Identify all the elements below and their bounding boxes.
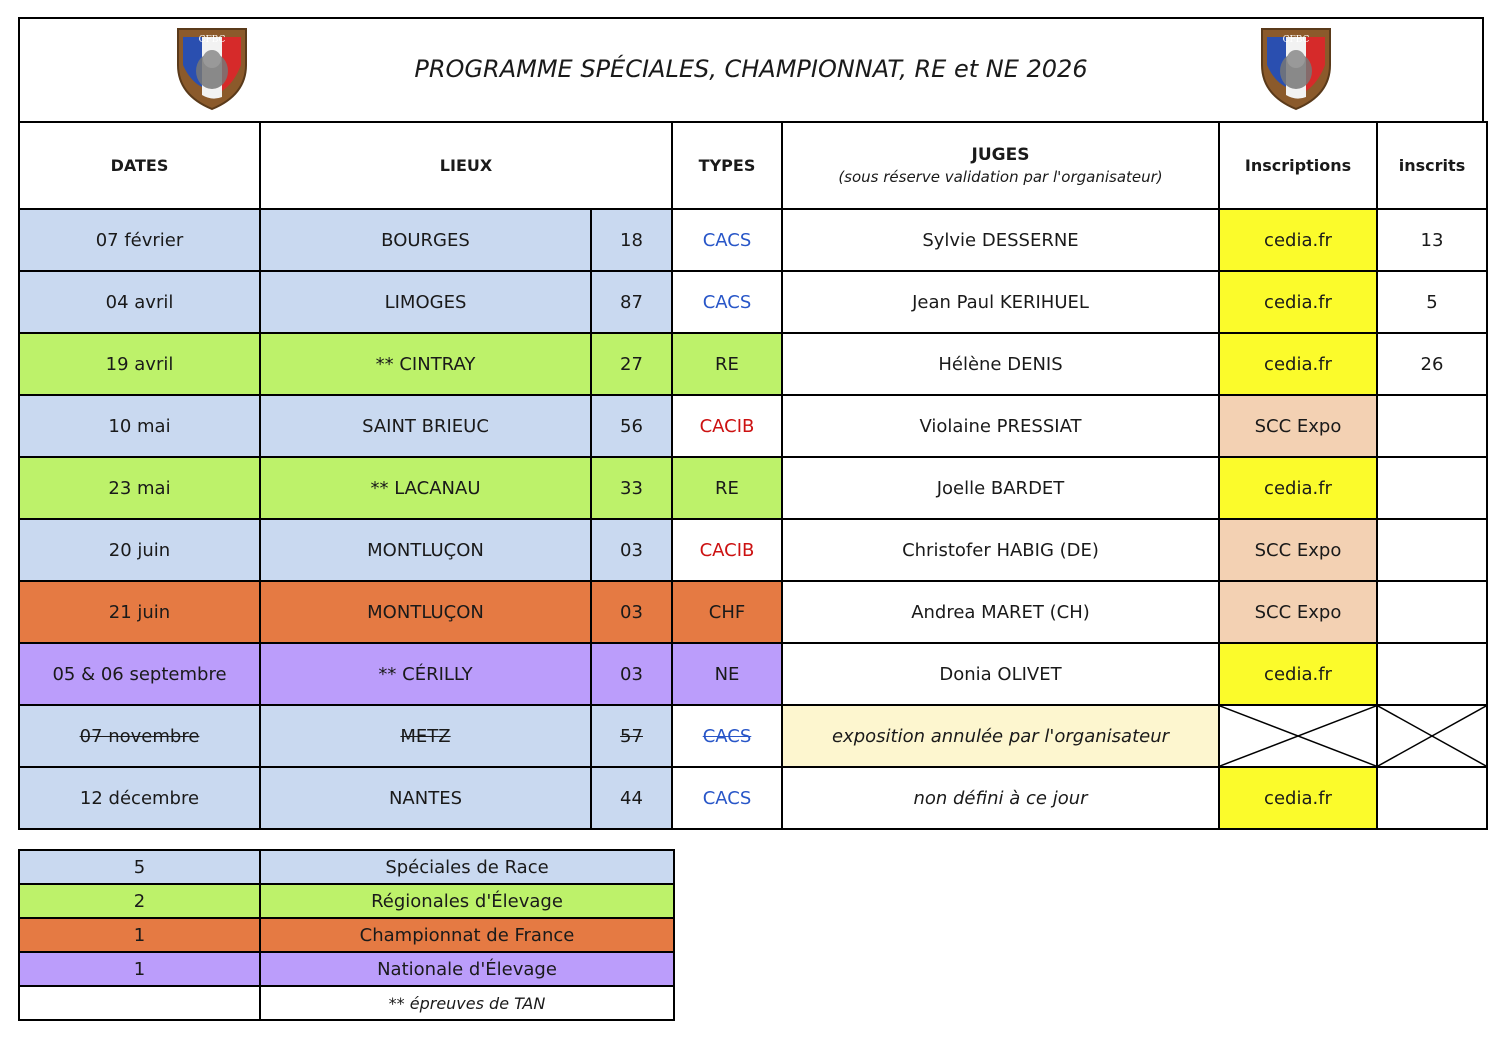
type-cell: CACS — [672, 705, 782, 767]
programme-table — [18, 121, 1488, 830]
legend-label: Championnat de France — [260, 918, 674, 952]
type-cell: CACS — [672, 767, 782, 829]
type-cell: CACS — [672, 209, 782, 271]
inscription-link[interactable]: SCC Expo — [1219, 581, 1377, 643]
legend-count: 5 — [19, 850, 260, 884]
crossed-out-cell — [1219, 705, 1377, 767]
lieu-cell: LIMOGES — [260, 271, 591, 333]
svg-text:CFBC: CFBC — [198, 35, 226, 45]
lieu-cell: BOURGES — [260, 209, 591, 271]
type-cell: CACIB — [672, 519, 782, 581]
cross-mark-icon — [1220, 706, 1376, 766]
legend-row — [19, 986, 674, 1020]
inscrits-cell: 26 — [1377, 333, 1487, 395]
club-crest-logo — [1256, 25, 1336, 111]
date-cell: 10 mai — [19, 395, 260, 457]
table-row — [19, 209, 1487, 271]
dept-cell: 18 — [591, 209, 672, 271]
inscription-link[interactable]: cedia.fr — [1219, 457, 1377, 519]
legend-row — [19, 918, 674, 952]
type-cell: CACIB — [672, 395, 782, 457]
col-header-inscriptions: Inscriptions — [1219, 122, 1377, 209]
dept-cell: 87 — [591, 271, 672, 333]
type-cell: RE — [672, 333, 782, 395]
table-row — [19, 767, 1487, 829]
table-row — [19, 457, 1487, 519]
date-cell: 07 novembre — [19, 705, 260, 767]
legend-count: 2 — [19, 884, 260, 918]
type-cell: CHF — [672, 581, 782, 643]
legend-label: Spéciales de Race — [260, 850, 674, 884]
juge-cell: Christofer HABIG (DE) — [782, 519, 1219, 581]
dept-cell: 44 — [591, 767, 672, 829]
lieu-cell: ** CÉRILLY — [260, 643, 591, 705]
juge-cell: Hélène DENIS — [782, 333, 1219, 395]
col-header-lieux: LIEUX — [260, 122, 672, 209]
table-row — [19, 519, 1487, 581]
inscrits-cell: 13 — [1377, 209, 1487, 271]
dept-cell: 03 — [591, 643, 672, 705]
dept-cell: 56 — [591, 395, 672, 457]
lieu-cell: ** CINTRAY — [260, 333, 591, 395]
table-row — [19, 271, 1487, 333]
legend-note: ** épreuves de TAN — [260, 986, 674, 1020]
table-row — [19, 581, 1487, 643]
date-cell: 07 février — [19, 209, 260, 271]
inscrits-cell — [1377, 457, 1487, 519]
type-cell: NE — [672, 643, 782, 705]
dept-cell: 57 — [591, 705, 672, 767]
cross-mark-icon — [1378, 706, 1486, 766]
header-box — [18, 17, 1484, 121]
legend-row — [19, 884, 674, 918]
inscrits-cell — [1377, 395, 1487, 457]
lieu-cell: METZ — [260, 705, 591, 767]
table-row — [19, 395, 1487, 457]
date-cell: 04 avril — [19, 271, 260, 333]
table-row — [19, 643, 1487, 705]
type-cell: CACS — [672, 271, 782, 333]
dept-cell: 27 — [591, 333, 672, 395]
dept-cell: 03 — [591, 519, 672, 581]
inscrits-cell — [1377, 581, 1487, 643]
inscription-link[interactable]: cedia.fr — [1219, 209, 1377, 271]
legend-label: Régionales d'Élevage — [260, 884, 674, 918]
col-header-inscrits: inscrits — [1377, 122, 1487, 209]
lieu-cell: ** LACANAU — [260, 457, 591, 519]
date-cell: 23 mai — [19, 457, 260, 519]
table-row-cancelled — [19, 705, 1487, 767]
inscription-link[interactable]: cedia.fr — [1219, 767, 1377, 829]
page-title: PROGRAMME SPÉCIALES, CHAMPIONNAT, RE et NE 2026 — [414, 55, 1088, 83]
dept-cell: 03 — [591, 581, 672, 643]
lieu-cell: MONTLUÇON — [260, 519, 591, 581]
juge-cell: Jean Paul KERIHUEL — [782, 271, 1219, 333]
date-cell: 05 & 06 septembre — [19, 643, 260, 705]
inscription-link[interactable]: SCC Expo — [1219, 395, 1377, 457]
crossed-out-cell — [1377, 705, 1487, 767]
juges-note: (sous réserve validation par l'organisateur) — [838, 168, 1163, 186]
svg-text:CFBC: CFBC — [1282, 35, 1310, 45]
lieu-cell: SAINT BRIEUC — [260, 395, 591, 457]
inscrits-cell — [1377, 643, 1487, 705]
lieu-cell: MONTLUÇON — [260, 581, 591, 643]
date-cell: 21 juin — [19, 581, 260, 643]
date-cell: 20 juin — [19, 519, 260, 581]
inscrits-cell — [1377, 519, 1487, 581]
date-cell: 12 décembre — [19, 767, 260, 829]
legend-count: 1 — [19, 952, 260, 986]
col-header-dates: DATES — [19, 122, 260, 209]
legend-row — [19, 952, 674, 986]
inscrits-cell: 5 — [1377, 271, 1487, 333]
inscription-link[interactable]: cedia.fr — [1219, 643, 1377, 705]
lieu-cell: NANTES — [260, 767, 591, 829]
juge-cell: Sylvie DESSERNE — [782, 209, 1219, 271]
table-row — [19, 333, 1487, 395]
header-row — [19, 122, 1487, 209]
legend-count: 1 — [19, 918, 260, 952]
legend-row — [19, 850, 674, 884]
inscription-link[interactable]: cedia.fr — [1219, 271, 1377, 333]
juge-cell: Andrea MARET (CH) — [782, 581, 1219, 643]
juge-cell: non défini à ce jour — [782, 767, 1219, 829]
dept-cell: 33 — [591, 457, 672, 519]
legend-empty-cell — [19, 986, 260, 1020]
date-cell: 19 avril — [19, 333, 260, 395]
legend-label: Nationale d'Élevage — [260, 952, 674, 986]
juge-cell: Violaine PRESSIAT — [782, 395, 1219, 457]
type-cell: RE — [672, 457, 782, 519]
inscription-link[interactable]: SCC Expo — [1219, 519, 1377, 581]
col-header-juges — [782, 122, 1219, 209]
cancelled-note: exposition annulée par l'organisateur — [782, 705, 1219, 767]
legend-table — [18, 849, 675, 1021]
col-header-types: TYPES — [672, 122, 782, 209]
juge-cell: Donia OLIVET — [782, 643, 1219, 705]
inscription-link[interactable]: cedia.fr — [1219, 333, 1377, 395]
inscrits-cell — [1377, 767, 1487, 829]
juge-cell: Joelle BARDET — [782, 457, 1219, 519]
juges-title: JUGES — [971, 145, 1030, 165]
